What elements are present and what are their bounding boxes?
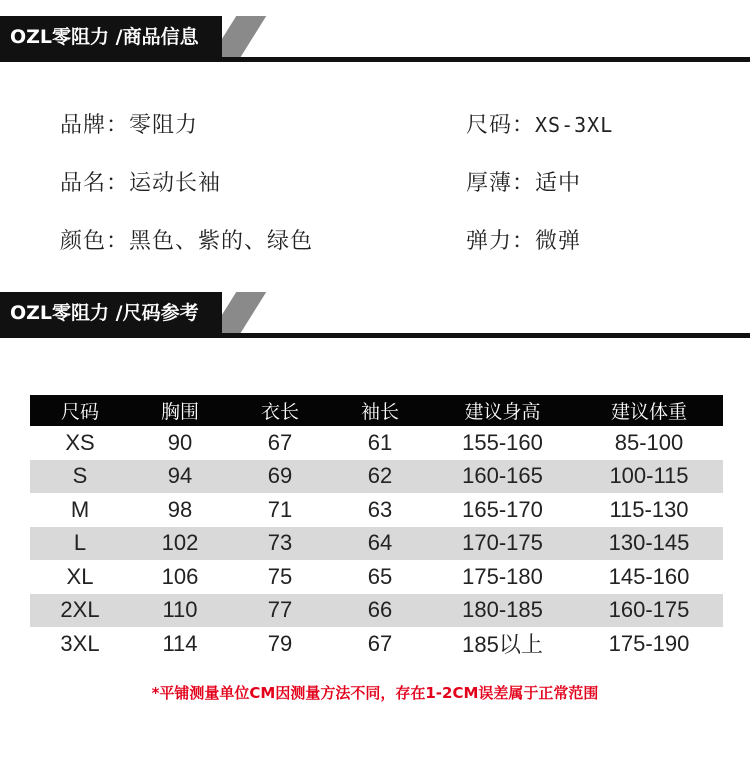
table-cell: 106 bbox=[161, 563, 199, 589]
table-cell: 180-185 bbox=[430, 594, 575, 628]
column-header: 衣长 bbox=[230, 395, 330, 426]
table-cell: 65 bbox=[367, 563, 393, 589]
section-title: OZL零阻力 /尺码参考 bbox=[0, 292, 222, 334]
table-cell: 67 bbox=[367, 630, 393, 656]
table-cell: 175-180 bbox=[462, 563, 543, 589]
info-value: 黑色、紫的、绿色 bbox=[129, 229, 314, 254]
info-key: 颜色： bbox=[60, 229, 130, 254]
table-cell: 62 bbox=[330, 460, 430, 494]
table-cell: 130-145 bbox=[575, 527, 723, 561]
size-chart-table bbox=[30, 395, 723, 661]
info-key: 弹力： bbox=[466, 229, 536, 254]
section-header-product-info bbox=[0, 16, 750, 62]
info-color bbox=[60, 224, 313, 255]
info-key: 品名： bbox=[60, 171, 130, 196]
info-key: 厚薄： bbox=[466, 171, 536, 196]
table-cell: 110 bbox=[130, 594, 230, 628]
info-name bbox=[60, 166, 221, 197]
table-cell: 90 bbox=[167, 429, 193, 455]
table-cell: S bbox=[30, 460, 130, 494]
table-row bbox=[30, 493, 723, 527]
header-rule bbox=[0, 333, 750, 338]
table-cell: M bbox=[70, 496, 90, 522]
table-cell: 102 bbox=[130, 527, 230, 561]
column-header: 建议体重 bbox=[575, 395, 723, 426]
info-key: 品牌： bbox=[60, 113, 130, 138]
table-cell: 69 bbox=[230, 460, 330, 494]
table-cell: 64 bbox=[330, 527, 430, 561]
table-cell: 79 bbox=[267, 630, 293, 656]
table-cell: 71 bbox=[267, 496, 293, 522]
info-value: 微弹 bbox=[535, 229, 582, 254]
table-cell: 160-165 bbox=[430, 460, 575, 494]
table-cell: 160-175 bbox=[575, 594, 723, 628]
table-cell: 100-115 bbox=[575, 460, 723, 494]
table-row bbox=[30, 426, 723, 460]
table-cell: 185以上 bbox=[462, 632, 543, 658]
table-cell: L bbox=[30, 527, 130, 561]
table-cell: 175-190 bbox=[608, 630, 690, 656]
table-row bbox=[30, 560, 723, 594]
table-cell: XL bbox=[66, 563, 94, 589]
table-cell: 145-160 bbox=[608, 563, 690, 589]
table-cell: 75 bbox=[267, 563, 293, 589]
info-brand bbox=[60, 108, 198, 139]
table-cell: 77 bbox=[230, 594, 330, 628]
info-elasticity bbox=[466, 224, 581, 255]
info-value: XS-3XL bbox=[535, 113, 614, 137]
table-cell: 114 bbox=[162, 630, 198, 656]
header-rule bbox=[0, 57, 750, 62]
table-cell: 155-160 bbox=[462, 429, 543, 455]
table-cell: 170-175 bbox=[430, 527, 575, 561]
table-header-row bbox=[30, 395, 723, 426]
table-row bbox=[30, 460, 723, 494]
table-cell: 85-100 bbox=[614, 429, 684, 455]
section-header-size-reference bbox=[0, 292, 750, 338]
column-header: 胸围 bbox=[130, 395, 230, 426]
table-cell: 165-170 bbox=[462, 496, 543, 522]
table-cell: 73 bbox=[230, 527, 330, 561]
info-size bbox=[466, 108, 613, 139]
table-row bbox=[30, 527, 723, 561]
info-thickness bbox=[466, 166, 581, 197]
info-value: 运动长袖 bbox=[129, 171, 222, 196]
column-header: 尺码 bbox=[30, 395, 130, 426]
column-header: 建议身高 bbox=[430, 395, 575, 426]
table-row bbox=[30, 594, 723, 628]
table-cell: 115-130 bbox=[609, 496, 689, 522]
info-key: 尺码： bbox=[466, 113, 536, 138]
measurement-note: *平铺测量单位CM因测量方法不同，存在1-2CM误差属于正常范围 bbox=[151, 684, 599, 702]
table-cell: 98 bbox=[167, 496, 193, 522]
table-cell: 61 bbox=[367, 429, 393, 455]
table-cell: 66 bbox=[330, 594, 430, 628]
info-value: 零阻力 bbox=[129, 113, 199, 138]
table-cell: 94 bbox=[130, 460, 230, 494]
table-cell: XS bbox=[65, 429, 95, 455]
table-cell: 3XL bbox=[60, 630, 100, 656]
table-cell: 63 bbox=[367, 496, 393, 522]
table-cell: 2XL bbox=[30, 594, 130, 628]
table-row bbox=[30, 627, 723, 661]
info-value: 适中 bbox=[535, 171, 582, 196]
section-title: OZL零阻力 /商品信息 bbox=[0, 16, 222, 58]
table-cell: 67 bbox=[267, 429, 293, 455]
column-header: 袖长 bbox=[330, 395, 430, 426]
